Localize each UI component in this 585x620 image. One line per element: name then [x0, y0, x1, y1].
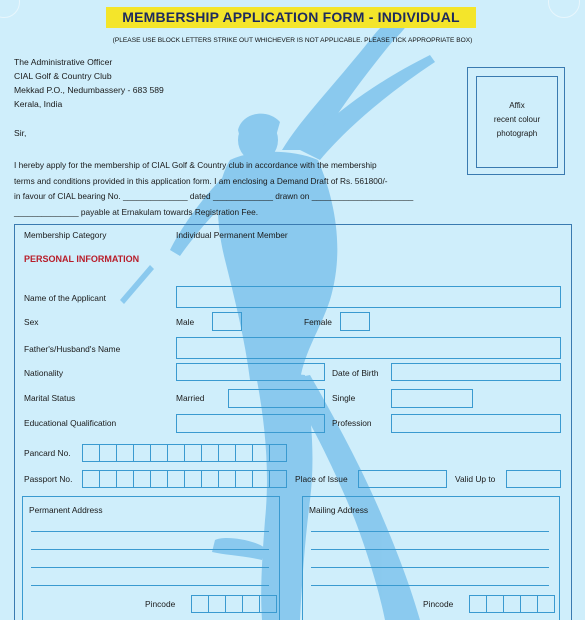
- valid-up-to-field[interactable]: [506, 470, 561, 488]
- place-of-issue-label: Place of Issue: [295, 474, 348, 484]
- valid-up-to-label: Valid Up to: [455, 474, 496, 484]
- profession-label: Profession: [332, 418, 372, 428]
- pincode-label: Pincode: [423, 599, 454, 609]
- address-line-rule: [311, 567, 549, 568]
- section-title: PERSONAL INFORMATION: [24, 254, 140, 264]
- photo-instruction: Affix: [509, 101, 525, 110]
- statement-line: ______________ payable at Ernakulam towards Registration Fee.: [14, 206, 258, 217]
- statement-line: in favour of CIAL bearing No. ______________ dated _____________ drawn on ______________________: [14, 191, 414, 201]
- address-line: Kerala, India: [14, 99, 63, 109]
- salutation: Sir,: [14, 128, 27, 138]
- form-title: MEMBERSHIP APPLICATION FORM - INDIVIDUAL: [106, 7, 476, 28]
- married-label: Married: [176, 393, 205, 403]
- membership-category-label: Membership Category: [24, 230, 107, 240]
- photo-instruction: recent colour: [493, 115, 541, 124]
- statement-line: I hereby apply for the membership of CIAL Golf & Country club in accordance with the membership: [14, 160, 377, 170]
- name-field[interactable]: [176, 286, 561, 308]
- education-label: Educational Qualification: [24, 418, 117, 428]
- dob-field[interactable]: [391, 363, 561, 381]
- mailing-address-box[interactable]: [302, 496, 560, 620]
- form-instructions: (PLEASE USE BLOCK LETTERS STRIKE OUT WHICHEVER IS NOT APPLICABLE. PLEASE TICK APPROPRIATE BOX): [112, 37, 473, 44]
- male-label: Male: [176, 317, 195, 327]
- statement-line: terms and conditions provided in this application form. I am enclosing a Demand Draft of Rs. 561800/-: [14, 175, 388, 186]
- female-checkbox[interactable]: [340, 312, 370, 331]
- nationality-field[interactable]: [176, 363, 325, 381]
- nationality-label: Nationality: [24, 368, 64, 378]
- address-line: The Administrative Officer: [14, 57, 113, 67]
- single-checkbox[interactable]: [391, 389, 473, 408]
- female-label: Female: [304, 317, 332, 327]
- address-line-rule: [31, 531, 269, 532]
- recipient-address: [14, 55, 164, 111]
- name-label: Name of the Applicant: [24, 293, 106, 303]
- address-line-rule: [311, 531, 549, 532]
- address-line-rule: [311, 585, 549, 586]
- address-line-rule: [31, 549, 269, 550]
- address-line: Mekkad P.O., Nedumbassery - 683 589: [14, 85, 164, 95]
- address-line-rule: [31, 585, 269, 586]
- father-name-label: Father's/Husband's Name: [24, 344, 121, 354]
- permanent-address-label: Permanent Address: [29, 505, 103, 515]
- place-of-issue-field[interactable]: [358, 470, 447, 488]
- marital-status-label: Marital Status: [24, 393, 76, 403]
- pancard-label: Pancard No.: [24, 448, 71, 458]
- membership-category-value: Individual Permanent Member: [176, 230, 288, 240]
- address-line-rule: [31, 567, 269, 568]
- address-line: CIAL Golf & Country Club: [14, 71, 112, 81]
- passport-field[interactable]: [82, 470, 286, 488]
- education-field[interactable]: [176, 414, 325, 433]
- pincode-field[interactable]: [469, 595, 554, 613]
- photo-box[interactable]: [467, 67, 565, 175]
- single-label: Single: [332, 393, 356, 403]
- pancard-field[interactable]: [82, 444, 286, 462]
- application-statement: [14, 158, 434, 220]
- sex-label: Sex: [24, 317, 39, 327]
- male-checkbox[interactable]: [212, 312, 242, 331]
- married-checkbox[interactable]: [228, 389, 325, 408]
- dob-label: Date of Birth: [332, 368, 379, 378]
- pincode-label: Pincode: [145, 599, 176, 609]
- pincode-field[interactable]: [191, 595, 276, 613]
- address-line-rule: [311, 549, 549, 550]
- photo-box-inner: [476, 76, 558, 168]
- permanent-address-box[interactable]: [22, 496, 280, 620]
- passport-label: Passport No.: [24, 474, 73, 484]
- photo-instruction: photograph: [496, 129, 538, 138]
- father-name-field[interactable]: [176, 337, 561, 359]
- profession-field[interactable]: [391, 414, 561, 433]
- mailing-address-label: Mailing Address: [309, 505, 369, 515]
